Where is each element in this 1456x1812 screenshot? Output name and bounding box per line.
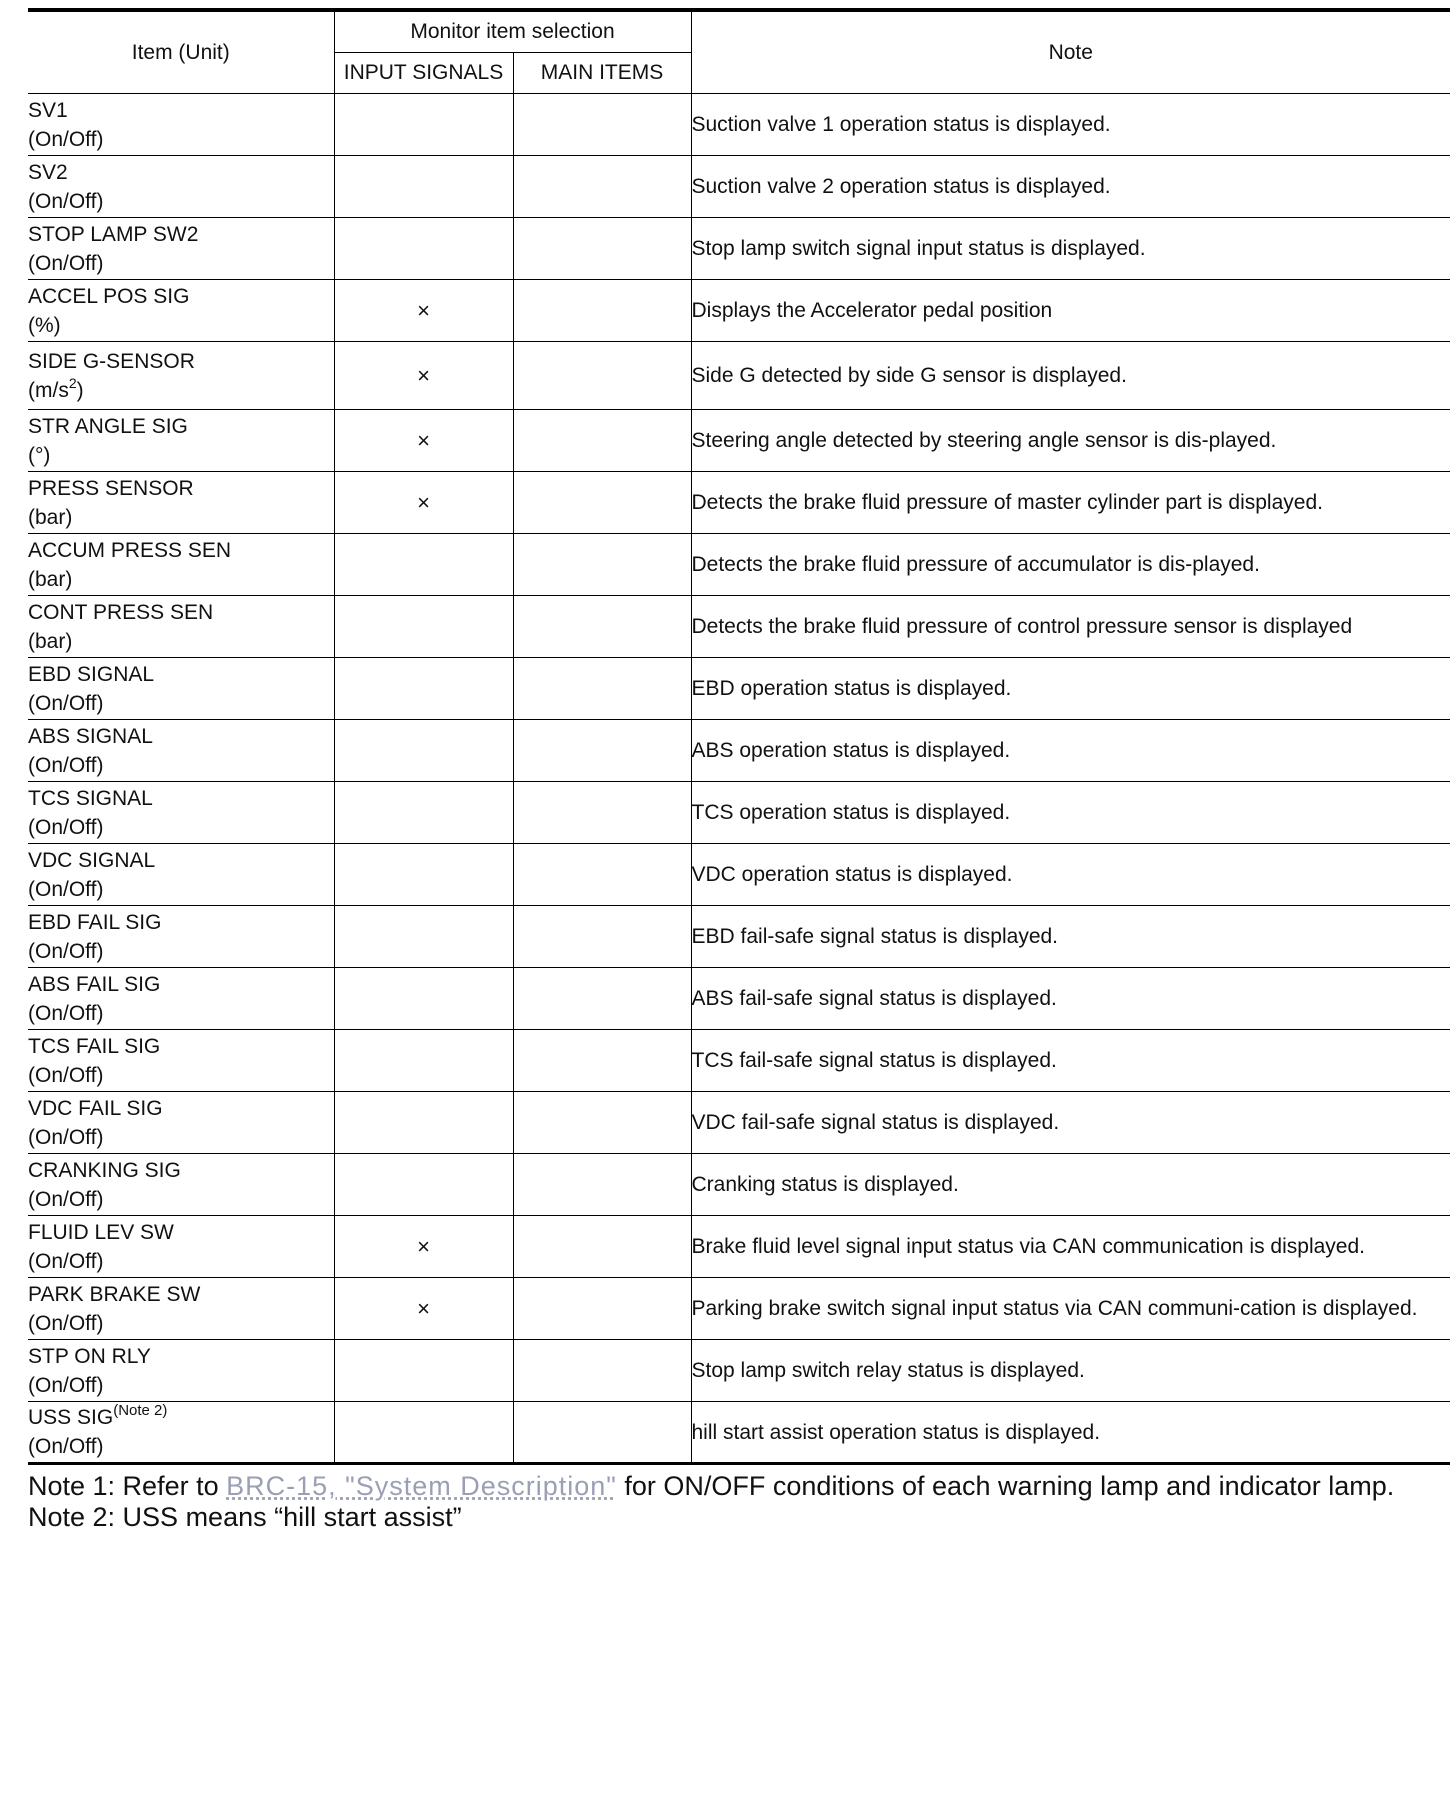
note-cell: ABS fail-safe signal status is displayed. [691,968,1450,1030]
note-cell: hill start assist operation status is displayed. [691,1402,1450,1464]
note-cell: Displays the Accelerator pedal position [691,280,1450,342]
input-signals-cell [334,218,513,280]
item-name [28,1218,334,1247]
item-unit-text: (On/Off) [28,1001,104,1025]
item-cell [28,782,334,844]
item-cell [28,658,334,720]
item-unit [28,813,334,842]
item-unit [28,1309,334,1338]
main-items-cell [513,1216,691,1278]
main-items-cell [513,410,691,472]
item-unit-text: (On/Off) [28,1063,104,1087]
item-name-text: STOP LAMP SW2 [28,222,199,246]
item-name [28,96,334,125]
item-name-text: ACCUM PRESS SEN [28,538,232,562]
table-body [28,94,1450,1464]
note-cell: Side G detected by side G sensor is displayed. [691,342,1450,410]
note-cell: Parking brake switch signal input status via CAN communi-cation is displayed. [691,1278,1450,1340]
table-row [28,534,1450,596]
input-signals-cell [334,720,513,782]
item-cell [28,1340,334,1402]
item-unit-text: (On/Off) [28,1249,104,1273]
item-name [28,158,334,187]
main-items-cell [513,658,691,720]
input-signals-cell [334,1154,513,1216]
main-items-cell [513,534,691,596]
table-row [28,1092,1450,1154]
item-unit [28,441,334,470]
item-cell [28,218,334,280]
item-name-text: PARK BRAKE SW [28,1282,201,1306]
main-items-cell [513,342,691,410]
note-cell: EBD operation status is displayed. [691,658,1450,720]
table-row [28,1402,1450,1464]
item-name-text: TCS SIGNAL [28,786,153,810]
item-name [28,598,334,627]
item-unit-text: (bar) [28,629,73,653]
input-signals-cell [334,156,513,218]
footnotes [28,1471,1450,1533]
item-name [28,220,334,249]
main-items-cell [513,844,691,906]
input-signals-cell [334,844,513,906]
item-name [28,282,334,311]
note-cell: Detects the brake fluid pressure of accumulator is dis-played. [691,534,1450,596]
item-name-text: FLUID LEV SW [28,1220,174,1244]
item-unit [28,689,334,718]
item-cell [28,280,334,342]
item-name [28,1403,334,1432]
main-items-cell [513,1154,691,1216]
item-name-text: ACCEL POS SIG [28,284,190,308]
main-items-cell [513,156,691,218]
item-name [28,412,334,441]
item-cell [28,94,334,156]
table-row [28,844,1450,906]
item-name [28,1094,334,1123]
main-items-cell [513,596,691,658]
note-cell: VDC fail-safe signal status is displayed. [691,1092,1450,1154]
item-unit [28,937,334,966]
note-cell: ABS operation status is displayed. [691,720,1450,782]
item-unit [28,1061,334,1090]
item-cell [28,1030,334,1092]
item-cell [28,156,334,218]
input-signals-cell: × [334,1278,513,1340]
item-cell [28,1216,334,1278]
item-name [28,722,334,751]
item-unit-text: (On/Off) [28,251,104,275]
input-signals-cell [334,782,513,844]
input-signals-cell: × [334,472,513,534]
item-unit [28,627,334,656]
main-items-cell [513,280,691,342]
footnote-1 [28,1471,1450,1502]
footnote-1-suffix: for ON/OFF conditions of each warning lamp and indicator lamp. [616,1471,1395,1501]
table-row [28,156,1450,218]
item-unit-text: (bar) [28,567,73,591]
item-name-text: CONT PRESS SEN [28,600,214,624]
item-unit [28,187,334,216]
main-items-cell [513,906,691,968]
table-row [28,1030,1450,1092]
table-row [28,1278,1450,1340]
table-row [28,472,1450,534]
item-name [28,1032,334,1061]
input-signals-cell: × [334,280,513,342]
input-signals-cell [334,1092,513,1154]
item-unit-text: (On/Off) [28,1373,104,1397]
item-name [28,784,334,813]
table-row [28,342,1450,410]
item-unit [28,249,334,278]
item-name-text: TCS FAIL SIG [28,1034,161,1058]
header-main-items: MAIN ITEMS [513,53,691,94]
note-cell: Suction valve 2 operation status is displayed. [691,156,1450,218]
item-cell [28,1278,334,1340]
table-row [28,1340,1450,1402]
item-unit [28,999,334,1028]
footnote-1-prefix: Note 1: Refer to [28,1471,227,1501]
item-name [28,970,334,999]
main-items-cell [513,1278,691,1340]
item-name [28,846,334,875]
table-row [28,906,1450,968]
table-row [28,968,1450,1030]
item-name-text: ABS FAIL SIG [28,972,161,996]
item-cell [28,1092,334,1154]
item-unit-text: (On/Off) [28,939,104,963]
note-cell: Cranking status is displayed. [691,1154,1450,1216]
note-cell: VDC operation status is displayed. [691,844,1450,906]
header-row [28,10,1450,53]
main-items-cell [513,720,691,782]
item-cell [28,720,334,782]
item-name-text: SV1 [28,98,68,122]
item-name-superscript: (Note 2) [113,1402,168,1419]
item-cell [28,342,334,410]
main-items-cell [513,218,691,280]
item-name-text: PRESS SENSOR [28,476,194,500]
item-unit-text: (°) [28,443,51,467]
system-description-link[interactable]: BRC-15, "System Description" [226,1471,617,1501]
item-name [28,908,334,937]
header-note: Note [691,10,1450,94]
table-row [28,280,1450,342]
input-signals-cell: × [334,1216,513,1278]
item-unit [28,503,334,532]
table-row [28,218,1450,280]
item-name [28,1280,334,1309]
item-unit [28,875,334,904]
table-row [28,410,1450,472]
input-signals-cell [334,596,513,658]
input-signals-cell [334,94,513,156]
item-unit-tail: ) [76,378,84,402]
main-items-cell [513,1402,691,1464]
item-unit-text: (On/Off) [28,1187,104,1211]
item-unit-text: (On/Off) [28,691,104,715]
item-cell [28,1154,334,1216]
input-signals-cell: × [334,410,513,472]
item-unit [28,1371,334,1400]
item-unit [28,1123,334,1152]
document [28,8,1450,1533]
item-name-text: STR ANGLE SIG [28,414,188,438]
input-signals-cell [334,534,513,596]
item-name [28,536,334,565]
item-cell [28,410,334,472]
item-unit [28,1247,334,1276]
footnote-2: Note 2: USS means “hill start assist” [28,1502,462,1532]
item-cell [28,596,334,658]
note-cell: Brake fluid level signal input status via CAN communication is displayed. [691,1216,1450,1278]
table-row [28,1154,1450,1216]
item-unit-text: (m/s [28,378,69,402]
main-items-cell [513,968,691,1030]
item-unit-text: (bar) [28,505,73,529]
item-unit-text: (%) [28,313,61,337]
item-name [28,1342,334,1371]
item-name-text: EBD FAIL SIG [28,910,162,934]
input-signals-cell [334,968,513,1030]
item-cell [28,1402,334,1464]
note-cell: Suction valve 1 operation status is displayed. [691,94,1450,156]
header-input-signals: INPUT SIGNALS [334,53,513,94]
monitor-items-table [28,8,1450,1465]
item-name [28,660,334,689]
item-unit-text: (On/Off) [28,189,104,213]
item-cell [28,534,334,596]
item-name-text: CRANKING SIG [28,1158,181,1182]
table-row [28,1216,1450,1278]
item-cell [28,472,334,534]
table-row [28,658,1450,720]
item-unit-text: (On/Off) [28,877,104,901]
main-items-cell [513,1030,691,1092]
note-cell: Detects the brake fluid pressure of control pressure sensor is displayed [691,596,1450,658]
main-items-cell [513,1092,691,1154]
item-unit [28,1432,334,1461]
item-unit [28,311,334,340]
note-cell: TCS fail-safe signal status is displayed. [691,1030,1450,1092]
note-cell: Stop lamp switch relay status is displayed. [691,1340,1450,1402]
input-signals-cell [334,658,513,720]
note-cell: TCS operation status is displayed. [691,782,1450,844]
item-name-text: STP ON RLY [28,1344,151,1368]
input-signals-cell: × [334,342,513,410]
item-name [28,347,334,376]
main-items-cell [513,1340,691,1402]
item-unit-superscript: 2 [68,374,77,391]
item-name [28,1156,334,1185]
item-unit [28,751,334,780]
item-name-text: SIDE G-SENSOR [28,349,195,373]
item-name-text: USS SIG [28,1406,114,1429]
item-name [28,474,334,503]
item-name-text: VDC FAIL SIG [28,1096,163,1120]
item-unit [28,565,334,594]
input-signals-cell [334,906,513,968]
table-row [28,596,1450,658]
input-signals-cell [334,1340,513,1402]
header-item-unit: Item (Unit) [28,10,334,94]
item-name-text: VDC SIGNAL [28,848,156,872]
table-row [28,782,1450,844]
item-cell [28,906,334,968]
note-cell: EBD fail-safe signal status is displayed. [691,906,1450,968]
item-name-text: ABS SIGNAL [28,724,153,748]
item-name-text: SV2 [28,160,68,184]
item-unit-text: (On/Off) [28,1435,104,1458]
main-items-cell [513,94,691,156]
main-items-cell [513,472,691,534]
header-monitor-selection: Monitor item selection [334,10,691,53]
item-cell [28,844,334,906]
note-cell: Detects the brake fluid pressure of master cylinder part is displayed. [691,472,1450,534]
input-signals-cell [334,1030,513,1092]
item-unit-text: (On/Off) [28,127,104,151]
item-unit [28,376,334,405]
note-cell: Steering angle detected by steering angle sensor is dis-played. [691,410,1450,472]
table-row [28,94,1450,156]
item-unit-text: (On/Off) [28,753,104,777]
item-unit [28,1185,334,1214]
item-name-text: EBD SIGNAL [28,662,155,686]
item-unit-text: (On/Off) [28,1311,104,1335]
item-cell [28,968,334,1030]
input-signals-cell [334,1402,513,1464]
note-cell: Stop lamp switch signal input status is displayed. [691,218,1450,280]
table-row [28,720,1450,782]
item-unit-text: (On/Off) [28,1125,104,1149]
main-items-cell [513,782,691,844]
item-unit-text: (On/Off) [28,815,104,839]
item-unit [28,125,334,154]
